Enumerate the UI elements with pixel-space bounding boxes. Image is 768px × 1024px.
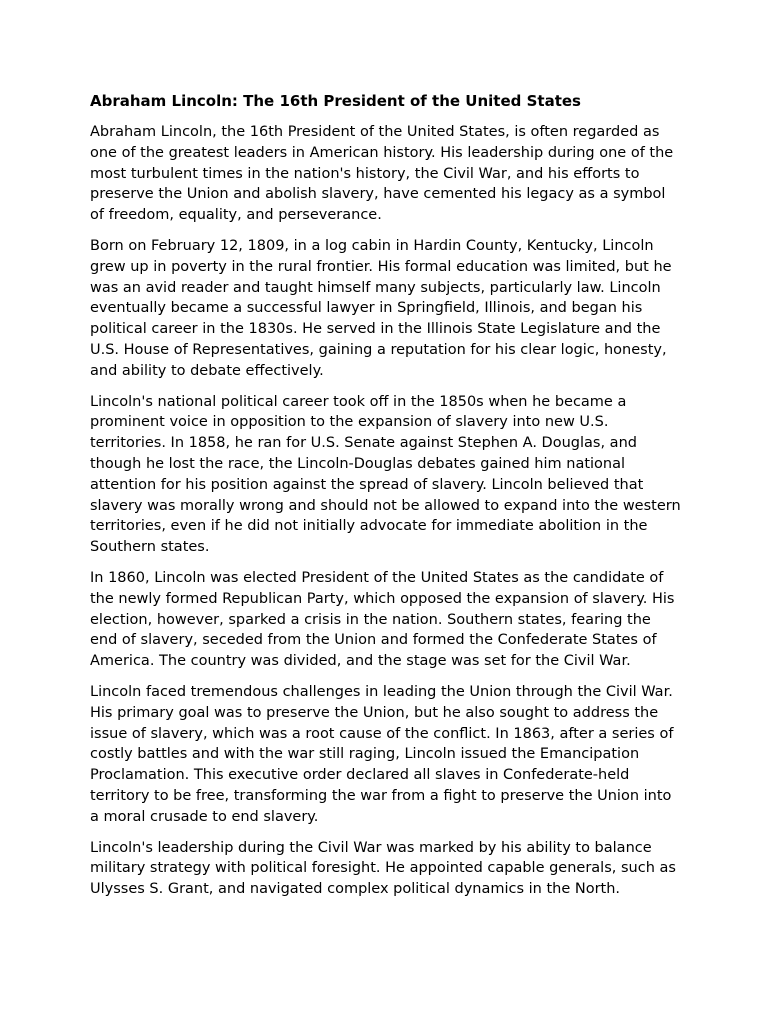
paragraph-national-career: Lincoln's national political career took off in the 1850s when he became a prominent voice in opposition to the expansion of slavery into new U.S. territories. In 1858, he ran for U.S. Senate against Stephen A. Douglas, and though he lost the race, the Lincoln-Douglas debates gained him national attention for his position against the spread of slavery. Lincoln believed that slavery was morally wrong and should not be allowed to expand into the western territories, even if he did not initially advocate for immediate abolition in the Southern states. bbox=[90, 393, 681, 556]
paragraph-leadership: Lincoln's leadership during the Civil War was marked by his ability to balance military strategy with political foresight. He appointed capable generals, such as Ulysses S. Grant, and navigated complex political dynamics in the North. bbox=[90, 839, 676, 898]
paragraph-early-life: Born on February 12, 1809, in a log cabin in Hardin County, Kentucky, Lincoln grew up in poverty in the rural frontier. His formal education was limited, but he was an avid reader and taught himself many subjects, particularly law. Lincoln eventually became a successful lawyer in Springfield, Illinois, and began his political career in the 1830s. He served in the Illinois State Legislature and the U.S. House of Representatives, gaining a reputation for his clear logic, honesty, and ability to debate effectively. bbox=[90, 237, 672, 379]
document-title: Abraham Lincoln: The 16th President of the United States bbox=[90, 92, 581, 110]
paragraph-intro: Abraham Lincoln, the 16th President of the United States, is often regarded as one of the greatest leaders in American history. His leadership during one of the most turbulent times in the nation's history, the Civil War, and his efforts to preserve the Union and abolish slavery, have cemented his legacy as a symbol of freedom, equality, and perseverance. bbox=[90, 124, 674, 224]
paragraph-civil-war: Lincoln faced tremendous challenges in leading the Union through the Civil War. His primary goal was to preserve the Union, but he also sought to address the issue of slavery, which was a root cause of the conflict. In 1863, after a series of costly battles and with the war still raging, Lincoln issued the Emancipation Proclamation. This executive order declared all slaves in Confederate-held territory to be free, transforming the war from a fight to preserve the Union into a moral crusade to end slavery. bbox=[90, 683, 674, 825]
document-body bbox=[90, 90, 682, 910]
paragraph-election: In 1860, Lincoln was elected President of the United States as the candidate of the newly formed Republican Party, which opposed the expansion of slavery. His election, however, sparked a crisis in the nation. Southern states, fearing the end of slavery, seceded from the Union and formed the Confederate States of America. The country was divided, and the stage was set for the Civil War. bbox=[90, 569, 675, 670]
